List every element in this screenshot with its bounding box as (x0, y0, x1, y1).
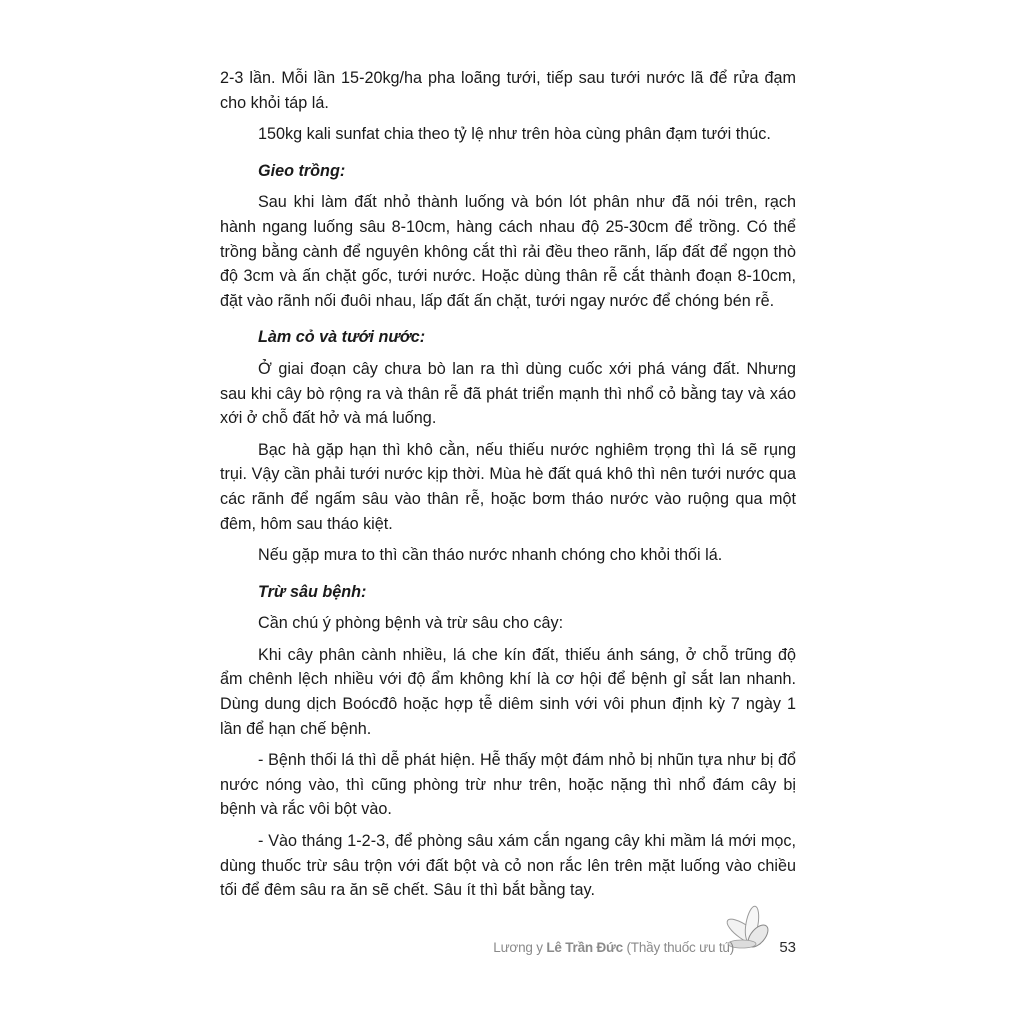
footer-suffix: (Thầy thuốc ưu tú) (622, 940, 734, 955)
footer-credit (493, 940, 734, 955)
paragraph: Ở giai đoạn cây chưa bò lan ra thì dùng cuốc xới phá váng đất. Nhưng sau khi cây bò rộng ra và thân rễ đã phát triển mạnh thì nhổ cỏ bằng tay và xáo xới ở chỗ đất hở và má luống. (220, 359, 796, 428)
page-number: 53 (779, 939, 796, 956)
paragraph: Cần chú ý phòng bệnh và trừ sâu cho cây: (258, 614, 564, 633)
section-heading: Trừ sâu bệnh: (258, 582, 367, 601)
paragraph: Sau khi làm đất nhỏ thành luống và bón lót phân như đã nói trên, rạch hành ngang luống sâu 8-10cm, hàng cách nhau độ 25-30cm để trồng. Có thể trồng bằng cành để nguyên không cắt thì rải đều theo rãnh, lấp đất để ngọn thò độ 3cm và ấn chặt gốc, tưới nước. Hoặc dùng thân rễ cắt thành đoạn 8-10cm, đặt vào rãnh nối đuôi nhau, lấp đất ấn chặt, tưới ngay nước để chóng bén rễ. (220, 193, 796, 310)
paragraph: Nếu gặp mưa to thì cần tháo nước nhanh chóng cho khỏi thối lá. (258, 546, 723, 565)
page-footer (480, 936, 800, 964)
paragraph: 150kg kali sunfat chia theo tỷ lệ như trên hòa cùng phân đạm tưới thúc. (258, 125, 771, 144)
paragraph: Khi cây phân cành nhiều, lá che kín đất, thiếu ánh sáng, ở chỗ trũng độ ẩm chênh lệch nhiều với độ ẩm không khí là cơ hội để bệnh gỉ sắt lan nhanh. Dùng dung dịch Boócđô hoặc hợp tễ diêm sinh với vôi phun định kỳ 7 ngày 1 lần để hạn chế bệnh. (220, 645, 796, 738)
paragraph: Bạc hà gặp hạn thì khô cằn, nếu thiếu nước nghiêm trọng thì lá sẽ rụng trụi. Vậy cần phải tưới nước kịp thời. Mùa hè đất quá khô thì nên tưới nước qua các rãnh để ngấm sâu vào thân rễ, hoặc bơm tháo nước vào ruộng qua một đêm, hôm sau tháo kiệt. (220, 440, 796, 533)
footer-author: Lê Trần Đức (546, 940, 623, 955)
footer-prefix: Lương y (493, 940, 547, 955)
paragraph: - Vào tháng 1-2-3, để phòng sâu xám cắn ngang cây khi mầm lá mới mọc, dùng thuốc trừ sâu trộn với đất bột và cỏ non rắc lên trên mặt luống vào chiều tối để đêm sâu ra ăn sẽ chết. Sâu ít thì bắt bằng tay. (220, 832, 796, 900)
paragraph: - Bệnh thối lá thì dễ phát hiện. Hễ thấy một đám nhỏ bị nhũn tựa như bị đổ nước nóng vào, thì cũng phòng trừ như trên, hoặc nặng thì nhổ đám cây bị bệnh và rắc vôi bột vào. (220, 751, 796, 819)
page-body (220, 66, 796, 910)
section-heading: Gieo trồng: (258, 161, 346, 180)
section-heading: Làm cỏ và tưới nước: (258, 328, 426, 347)
paragraph: 2-3 lần. Mỗi lần 15-20kg/ha pha loãng tưới, tiếp sau tưới nước lã để rửa đạm cho khỏi táp lá. (220, 69, 796, 112)
